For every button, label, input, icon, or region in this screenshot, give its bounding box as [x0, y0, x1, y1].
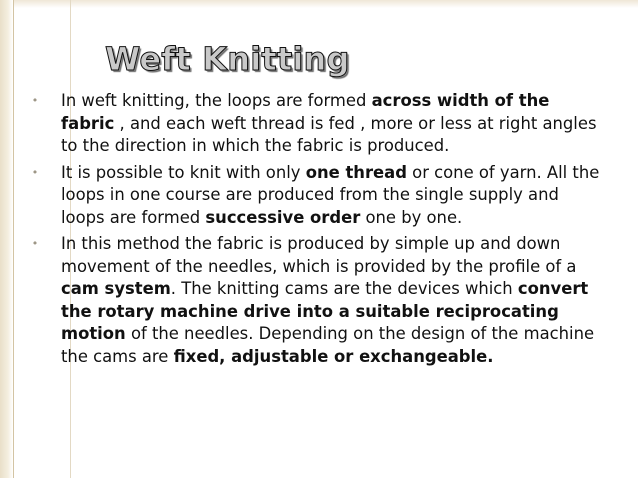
bullet-text: It is possible to knit with only [61, 162, 306, 182]
bullet-item [30, 233, 600, 368]
left-decorative-band [0, 0, 13, 478]
bullet-dot-icon: • [31, 165, 39, 179]
bullet-item [30, 90, 600, 158]
bullet-text-bold: fixed, adjustable or exchangeable. [173, 346, 494, 366]
bullet-text: or cone of yarn. All the loops in one course are produced from the single supply and loops are formed [61, 162, 600, 227]
bullet-item [30, 162, 600, 230]
bullet-dot-icon: • [31, 237, 39, 250]
bullet-text: . The knitting cams are the devices which [170, 279, 518, 298]
bullet-text-bold: one thread [305, 162, 407, 182]
bullet-text-bold: cam system [61, 279, 171, 298]
bullet-text: In weft knitting, the loops are formed [61, 91, 372, 110]
bullet-list [30, 90, 600, 372]
bullet-text-bold: across width of the fabric [61, 91, 550, 133]
top-decorative-band [0, 0, 638, 8]
bullet-text: of the needles. Depending on the design of the machine the cams are [61, 324, 595, 366]
bullet-dot-icon: • [31, 94, 39, 107]
bullet-text: one by one. [360, 207, 463, 227]
bullet-text-bold: successive order [205, 207, 361, 227]
bullet-text: In this method the fabric is produced by simple up and down movement of the needles, which is provided by the profile of a [61, 234, 577, 276]
bullet-text-bold: convert the rotary machine drive into a suitable reciprocating motion [61, 279, 589, 343]
slide-title: Weft Knitting [105, 40, 350, 78]
left-border-line [13, 0, 14, 478]
bullet-text: , and each weft thread is fed , more or less at right angles to the direction in which the fabric is produced. [61, 113, 597, 155]
